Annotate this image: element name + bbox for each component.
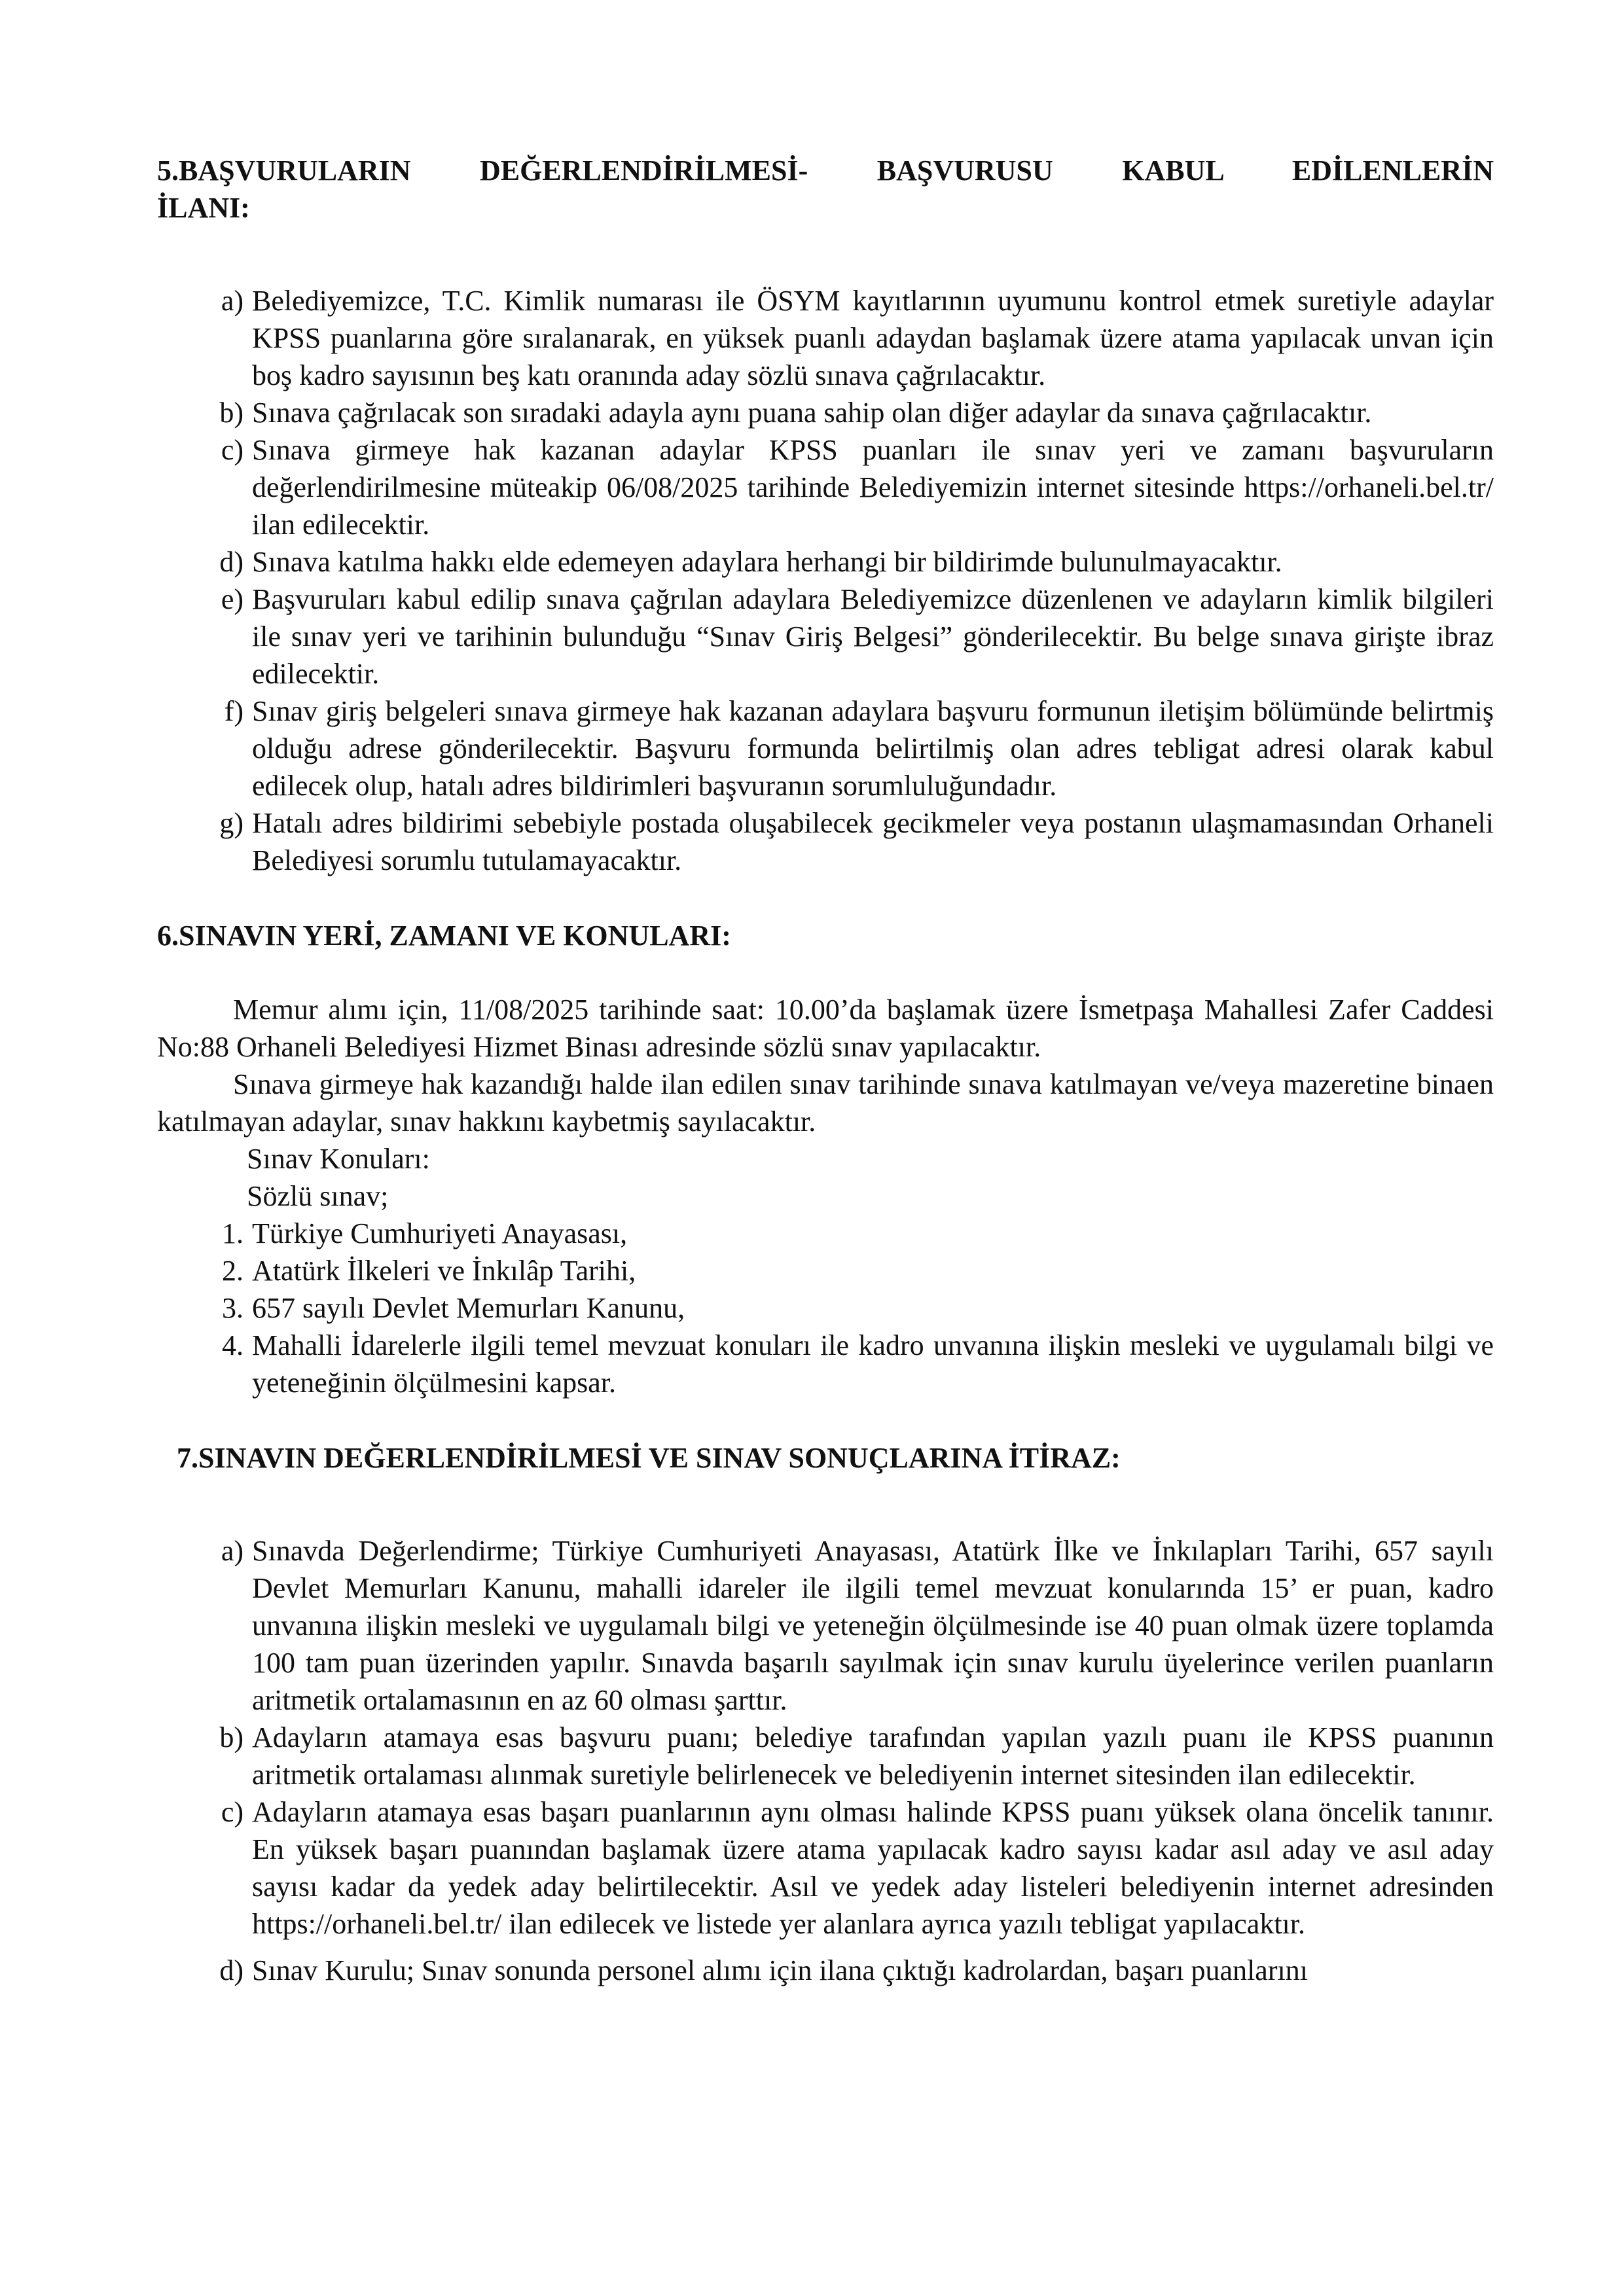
list-marker: a) <box>221 285 244 317</box>
exam-topics-list <box>157 1215 1494 1401</box>
list-item <box>157 1793 1494 1943</box>
list-item <box>157 1719 1494 1793</box>
list-item-text: Belediyemizce, T.C. Kimlik numarası ile ÖSYM kayıtlarının uyumunu kontrol etmek suretiyle adaylar KPSS puanlarına göre sıralanarak, en yüksek puanlı adaydan başlamak üzere atama yapılacak unvan için boş kadro sayısının beş katı oranında aday sözlü sınava çağrılacaktır. <box>252 285 1494 391</box>
list-item-text: 657 sayılı Devlet Memurları Kanunu, <box>252 1292 685 1324</box>
section-5-heading-line-2: İLANI: <box>157 192 250 224</box>
section-7 <box>157 1439 1494 1989</box>
oral-exam-label: Sözlü sınav; <box>247 1180 389 1212</box>
list-marker: d) <box>219 546 244 578</box>
list-item-text: Sınavda Değerlendirme; Türkiye Cumhuriyeti Anayasası, Atatürk İlke ve İnkılapları Tarihi, 657 sayılı Devlet Memurları Kanunu, mahalli idareler ile ilgili temel mevzuat konularında 15’ er puan, kadro unvanına ilişkin mesleki ve uygulamalı bilgi ve yeteneğin ölçülmesinde ise 40 puan olmak üzere toplamda 100 tam puan üzerinden yapılır. Sınavda başarılı sayılmak için sınav kurulu üyelerince verilen puanların aritmetik ortalamasının en az 60 olması şarttır. <box>252 1535 1494 1716</box>
list-item <box>157 543 1494 581</box>
list-item-text: Mahalli İdarelerle ilgili temel mevzuat konuları ile kadro unvanına ilişkin mesleki ve uygulamalı bilgi ve yeteneğinin ölçülmesini kapsar. <box>252 1329 1494 1399</box>
list-item-text: Sınava çağrılacak son sıradaki adayla aynı puana sahip olan diğer adaylar da sınava çağrılacaktır. <box>252 397 1372 429</box>
list-item-text: Sınav Kurulu; Sınav sonunda personel alımı için ilana çıktığı kadrolardan, başarı puanlarını <box>252 1954 1308 1986</box>
list-item-text: Başvuruları kabul edilip sınava çağrılan adaylara Belediyemizce düzenlenen ve adayların kimlik bilgileri ile sınav yeri ve tarihinin bulunduğu “Sınav Giriş Belgesi” gönderilecektir. Bu belge sınava girişte ibraz edilecektir. <box>252 583 1494 690</box>
list-item-text: Adayların atamaya esas başarı puanlarının aynı olması halinde KPSS puanı yüksek olana öncelik tanınır. En yüksek başarı puanından başlamak üzere atama yapılacak kadro sayısı kadar asıl aday ve asıl aday sayısı kadar da yedek aday belirtilecektir. Asıl ve yedek aday listeleri belediyenin internet adresinden https://orhaneli.bel.tr/ ilan edilecek ve listede yer alanlara ayrıca yazılı tebligat yapılacaktır. <box>252 1796 1494 1940</box>
list-marker: g) <box>219 807 244 839</box>
list-marker: c) <box>221 434 244 466</box>
list-item <box>157 1327 1494 1401</box>
list-item-text: Sınava katılma hakkı elde edemeyen adaylara herhangi bir bildirimde bulunulmayacaktır. <box>252 546 1282 578</box>
list-item <box>157 581 1494 692</box>
section-6-paragraph-2: Sınava girmeye hak kazandığı halde ilan edilen sınav tarihinde sınava katılmayan ve/veya mazeretine binaen katılmayan adaylar, sınav hakkını kaybetmiş sayılacaktır. <box>157 1068 1494 1138</box>
list-item <box>157 692 1494 804</box>
list-item <box>157 1952 1494 1989</box>
list-marker: 2. <box>222 1255 244 1287</box>
list-item <box>157 394 1494 431</box>
section-7-list <box>157 1532 1494 1989</box>
list-marker: e) <box>221 583 244 615</box>
list-item <box>157 1252 1494 1289</box>
section-5-list <box>157 282 1494 879</box>
list-item-text: Sınav giriş belgeleri sınava girmeye hak kazanan adaylara başvuru formunun iletişim bölümünde belirtmiş olduğu adrese gönderilecektir. Başvuru formunda belirtilmiş olan adres tebligat adresi olarak kabul edilecek olup, hatalı adres bildirimleri başvuranın sorumluluğundadır. <box>252 695 1494 802</box>
list-item-text: Türkiye Cumhuriyeti Anayasası, <box>252 1217 628 1249</box>
list-marker: 3. <box>222 1292 244 1324</box>
document-page <box>157 152 1494 1989</box>
list-item-text: Atatürk İlkeleri ve İnkılâp Tarihi, <box>252 1255 636 1287</box>
list-item <box>157 1289 1494 1327</box>
list-item <box>157 282 1494 394</box>
list-marker: b) <box>219 397 244 429</box>
section-5-heading-line-1: 5.BAŞVURULARIN DEĞERLENDİRİLMESİ- BAŞVURUSU KABUL EDİLENLERİN <box>157 154 1494 187</box>
list-item <box>157 1215 1494 1252</box>
section-6-paragraph-1: Memur alımı için, 11/08/2025 tarihinde saat: 10.00’da başlamak üzere İsmetpaşa Mahallesi Zafer Caddesi No:88 Orhaneli Belediyesi Hizmet Binası adresinde sözlü sınav yapılacaktır. <box>157 994 1494 1063</box>
section-6 <box>157 917 1494 1401</box>
section-5 <box>157 152 1494 879</box>
list-marker: 4. <box>222 1329 244 1361</box>
list-item-text: Adayların atamaya esas başvuru puanı; belediye tarafından yapılan yazılı puanı ile KPSS puanının aritmetik ortalaması alınmak suretiyle belirlenecek ve belediyenin internet sitesinden ilan edilecektir. <box>252 1721 1494 1791</box>
list-marker: c) <box>221 1796 244 1828</box>
list-item-text: Sınava girmeye hak kazanan adaylar KPSS puanları ile sınav yeri ve zamanı başvuruların değerlendirilmesine müteakip 06/08/2025 tarihinde Belediyemizin internet sitesinde https://orhaneli.bel.tr/ ilan edilecektir. <box>252 434 1494 541</box>
list-marker: f) <box>224 695 244 727</box>
section-7-heading: 7.SINAVIN DEĞERLENDİRİLMESİ VE SINAV SONUÇLARINA İTİRAZ: <box>177 1442 1121 1474</box>
list-marker: 1. <box>222 1217 244 1249</box>
list-item <box>157 804 1494 879</box>
list-item <box>157 431 1494 543</box>
list-marker: d) <box>219 1954 244 1986</box>
list-item <box>157 1532 1494 1719</box>
section-6-heading: 6.SINAVIN YERİ, ZAMANI VE KONULARI: <box>157 920 731 952</box>
list-marker: a) <box>221 1535 244 1567</box>
list-marker: b) <box>219 1721 244 1753</box>
list-item-text: Hatalı adres bildirimi sebebiyle postada oluşabilecek gecikmeler veya postanın ulaşmamasından Orhaneli Belediyesi sorumlu tutulamayacaktır. <box>252 807 1494 876</box>
exam-topics-label: Sınav Konuları: <box>247 1143 430 1175</box>
